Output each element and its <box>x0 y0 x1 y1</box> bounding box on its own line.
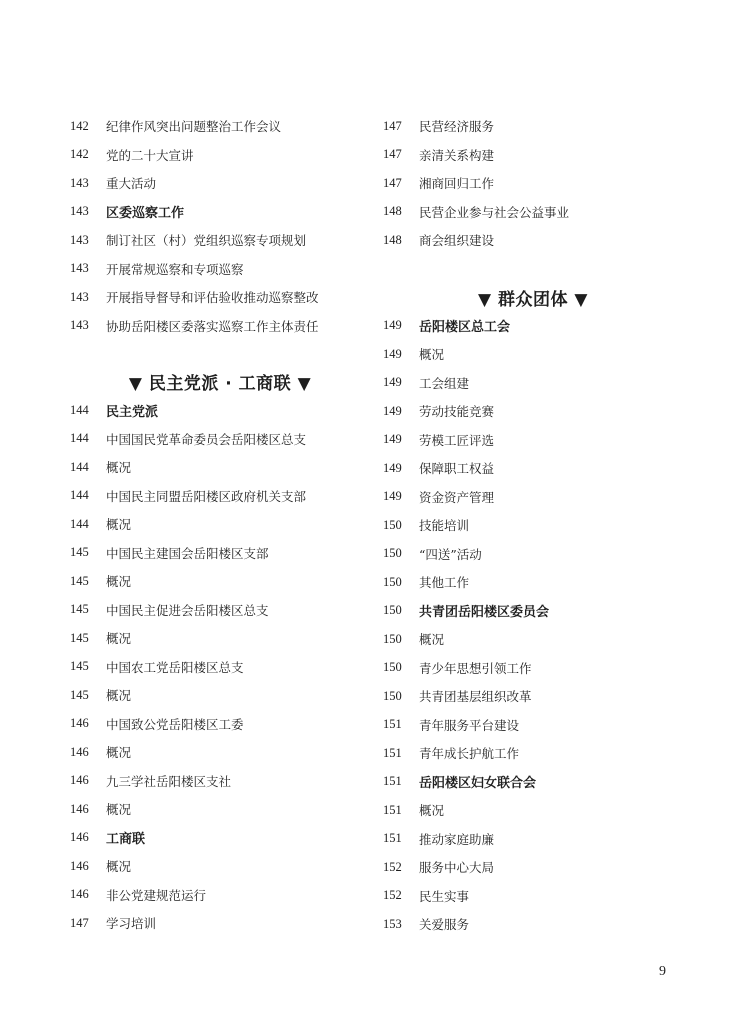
toc-page-number: 149 <box>383 346 402 361</box>
toc-entry <box>70 482 370 511</box>
toc-page-number: 152 <box>383 859 402 874</box>
toc-right-column <box>383 112 683 939</box>
toc-entry-title: 概况 <box>419 803 445 819</box>
toc-entry <box>70 510 370 539</box>
toc-page-number: 150 <box>383 688 402 703</box>
toc-entry-title: 民主党派 <box>106 404 159 420</box>
toc-entry-title: 中国致公党岳阳楼区工委 <box>106 716 244 732</box>
toc-entry <box>70 169 370 198</box>
toc-page-number: 145 <box>70 573 89 588</box>
toc-page-number: 144 <box>70 431 89 446</box>
toc-page-number: 146 <box>70 830 89 845</box>
toc-entry-title: 概况 <box>106 460 132 476</box>
toc-entry-title: 区委巡察工作 <box>106 206 185 222</box>
toc-page-number: 151 <box>383 717 402 732</box>
toc-entry <box>383 568 683 597</box>
toc-entry-title: 青年服务平台建设 <box>419 717 520 733</box>
toc-page-number: 149 <box>383 432 402 447</box>
toc-page-number: 142 <box>70 118 89 133</box>
toc-entry-title: 推动家庭助廉 <box>419 831 495 847</box>
toc-entry <box>383 625 683 654</box>
toc-page-number: 149 <box>383 489 402 504</box>
toc-page-number: 146 <box>70 887 89 902</box>
toc-entry <box>383 739 683 768</box>
toc-entry <box>383 910 683 939</box>
toc-entry-title: 纪律作风突出问题整治工作会议 <box>106 119 282 135</box>
toc-entry-title: 资金资产管理 <box>419 489 495 505</box>
toc-subsection-entry <box>383 768 683 797</box>
toc-page-number: 151 <box>383 831 402 846</box>
toc-entry <box>383 141 683 170</box>
toc-page-number: 147 <box>383 175 402 190</box>
toc-entry <box>70 681 370 710</box>
toc-entry <box>383 825 683 854</box>
toc-entry <box>70 141 370 170</box>
toc-entry <box>70 881 370 910</box>
toc-entry-title: 商会组织建设 <box>419 233 495 249</box>
toc-entry-title: 中国农工党岳阳楼区总支 <box>106 659 244 675</box>
toc-entry-title: 劳模工匠评选 <box>419 432 495 448</box>
toc-subsection-entry <box>70 824 370 853</box>
toc-entry <box>383 711 683 740</box>
toc-entry <box>70 596 370 625</box>
toc-entry-title: 概况 <box>419 632 445 648</box>
toc-entry <box>70 425 370 454</box>
toc-page-number: 150 <box>383 603 402 618</box>
toc-entry <box>383 169 683 198</box>
toc-page-number: 147 <box>383 147 402 162</box>
toc-page-number: 145 <box>70 630 89 645</box>
toc-entry <box>70 567 370 596</box>
toc-page-number: 143 <box>70 318 89 333</box>
toc-entry-title: 劳动技能竞赛 <box>419 404 495 420</box>
toc-entry-title: 岳阳楼区总工会 <box>419 320 511 336</box>
toc-entry-title: 保障职工权益 <box>419 461 495 477</box>
toc-page-number: 145 <box>70 545 89 560</box>
toc-subsection-entry <box>383 312 683 341</box>
toc-page-number: 146 <box>70 801 89 816</box>
toc-entry-title: 岳阳楼区妇女联合会 <box>419 776 537 792</box>
toc-entry <box>70 283 370 312</box>
toc-page-number: 148 <box>383 204 402 219</box>
toc-page-number: 149 <box>383 318 402 333</box>
toc-entry-title: 共青团基层组织改革 <box>419 689 532 705</box>
toc-entry-title: 概况 <box>106 745 132 761</box>
toc-entry-title: 中国民主同盟岳阳楼区政府机关支部 <box>106 488 307 504</box>
toc-entry <box>70 738 370 767</box>
toc-entry-title: 非公党建规范运行 <box>106 887 207 903</box>
toc-page-number: 150 <box>383 546 402 561</box>
toc-entry-title: 协助岳阳楼区委落实巡察工作主体责任 <box>106 318 319 334</box>
toc-entry <box>70 653 370 682</box>
toc-entry-title: 工会组建 <box>419 375 470 391</box>
toc-subsection-entry <box>70 396 370 425</box>
toc-entry-title: 中国民主建国会岳阳楼区支部 <box>106 545 269 561</box>
toc-entry-title: 学习培训 <box>106 916 157 932</box>
toc-entry-title: 概况 <box>106 688 132 704</box>
toc-entry <box>70 710 370 739</box>
toc-entry-title: 开展指导督导和评估验收推动巡察整改 <box>106 290 319 306</box>
toc-entry <box>383 198 683 227</box>
toc-entry-title: 湘商回归工作 <box>419 176 495 192</box>
toc-page-number: 144 <box>70 516 89 531</box>
toc-page-number: 148 <box>383 232 402 247</box>
toc-page-number: 147 <box>383 118 402 133</box>
toc-entry-title: 民营经济服务 <box>419 119 495 135</box>
toc-page-number: 146 <box>70 858 89 873</box>
toc-entry-title: 中国民主促进会岳阳楼区总支 <box>106 602 269 618</box>
toc-page-number: 150 <box>383 517 402 532</box>
toc-entry-title: 开展常规巡察和专项巡察 <box>106 261 244 277</box>
toc-page-number: 149 <box>383 403 402 418</box>
toc-entry <box>383 796 683 825</box>
toc-page-number: 146 <box>70 773 89 788</box>
toc-entry-title: 青年成长护航工作 <box>419 746 520 762</box>
page-number: 9 <box>659 964 666 979</box>
toc-page-number: 145 <box>70 687 89 702</box>
toc-entry <box>383 112 683 141</box>
toc-page-number: 149 <box>383 375 402 390</box>
toc-page-number: 151 <box>383 774 402 789</box>
toc-entry-title: 民生实事 <box>419 888 470 904</box>
toc-entry-title: 民营企业参与社会公益事业 <box>419 204 570 220</box>
toc-left-column <box>70 112 370 938</box>
toc-entry-title: “四送”活动 <box>419 546 482 562</box>
toc-entry-title: 概况 <box>106 631 132 647</box>
toc-entry <box>70 795 370 824</box>
toc-entry-title: 工商联 <box>106 832 146 848</box>
toc-entry-title: 技能培训 <box>419 518 470 534</box>
toc-page-number: 143 <box>70 289 89 304</box>
toc-entry <box>383 511 683 540</box>
toc-page-number: 147 <box>70 915 89 930</box>
toc-entry <box>70 852 370 881</box>
toc-entry <box>70 312 370 341</box>
toc-subsection-entry <box>383 597 683 626</box>
toc-entry-title: 概况 <box>106 517 132 533</box>
toc-entry <box>383 483 683 512</box>
toc-entry-title: 共青团岳阳楼区委员会 <box>419 605 550 621</box>
toc-entry <box>70 909 370 938</box>
toc-entry <box>70 226 370 255</box>
toc-page-number: 152 <box>383 888 402 903</box>
toc-entry-title: 青少年思想引领工作 <box>419 660 532 676</box>
toc-entry <box>383 426 683 455</box>
toc-entry-title: 关爱服务 <box>419 917 470 933</box>
toc-entry <box>383 853 683 882</box>
toc-page-number: 145 <box>70 659 89 674</box>
toc-entry <box>383 369 683 398</box>
toc-page-number: 144 <box>70 488 89 503</box>
toc-page-number: 150 <box>383 660 402 675</box>
toc-page-number: 146 <box>70 744 89 759</box>
toc-page-number: 150 <box>383 574 402 589</box>
toc-page-number: 150 <box>383 631 402 646</box>
toc-entry <box>383 454 683 483</box>
toc-entry-title: 亲清关系构建 <box>419 147 495 163</box>
toc-entry-title: 重大活动 <box>106 176 157 192</box>
toc-entry-title: 概况 <box>106 802 132 818</box>
toc-entry <box>70 539 370 568</box>
toc-entry-title: 中国国民党革命委员会岳阳楼区总支 <box>106 431 307 447</box>
toc-page-number: 143 <box>70 175 89 190</box>
toc-page-number: 146 <box>70 716 89 731</box>
section-heading: ▼ 民主党派 · 工商联 ▼ <box>128 374 312 394</box>
toc-entry-title: 制订社区（村）党组织巡察专项规划 <box>106 233 307 249</box>
section-heading: ▼ 群众团体 ▼ <box>478 289 588 310</box>
toc-entry <box>383 397 683 426</box>
toc-entry <box>383 882 683 911</box>
toc-entry <box>70 767 370 796</box>
toc-page-number: 143 <box>70 232 89 247</box>
toc-entry <box>70 624 370 653</box>
toc-entry <box>70 112 370 141</box>
toc-entry <box>383 654 683 683</box>
toc-entry-title: 概况 <box>106 859 132 875</box>
toc-entry <box>70 453 370 482</box>
toc-entry <box>383 682 683 711</box>
toc-entry-title: 概况 <box>419 347 445 363</box>
toc-entry <box>383 540 683 569</box>
toc-page-number: 144 <box>70 459 89 474</box>
toc-page-number: 151 <box>383 745 402 760</box>
toc-page-number: 143 <box>70 261 89 276</box>
toc-subsection-entry <box>70 198 370 227</box>
toc-entry-title: 其他工作 <box>419 575 470 591</box>
toc-page-number: 149 <box>383 460 402 475</box>
toc-page-number: 145 <box>70 602 89 617</box>
toc-page-number: 143 <box>70 204 89 219</box>
toc-entry-title: 九三学社岳阳楼区支社 <box>106 773 232 789</box>
toc-page-number: 142 <box>70 147 89 162</box>
toc-page-number: 153 <box>383 916 402 931</box>
toc-entry <box>383 340 683 369</box>
toc-entry <box>70 255 370 284</box>
toc-page-number: 144 <box>70 402 89 417</box>
toc-entry-title: 概况 <box>106 574 132 590</box>
toc-entry-title: 服务中心大局 <box>419 860 495 876</box>
toc-entry <box>383 226 683 255</box>
toc-entry-title: 党的二十大宣讲 <box>106 147 194 163</box>
toc-page-number: 151 <box>383 802 402 817</box>
